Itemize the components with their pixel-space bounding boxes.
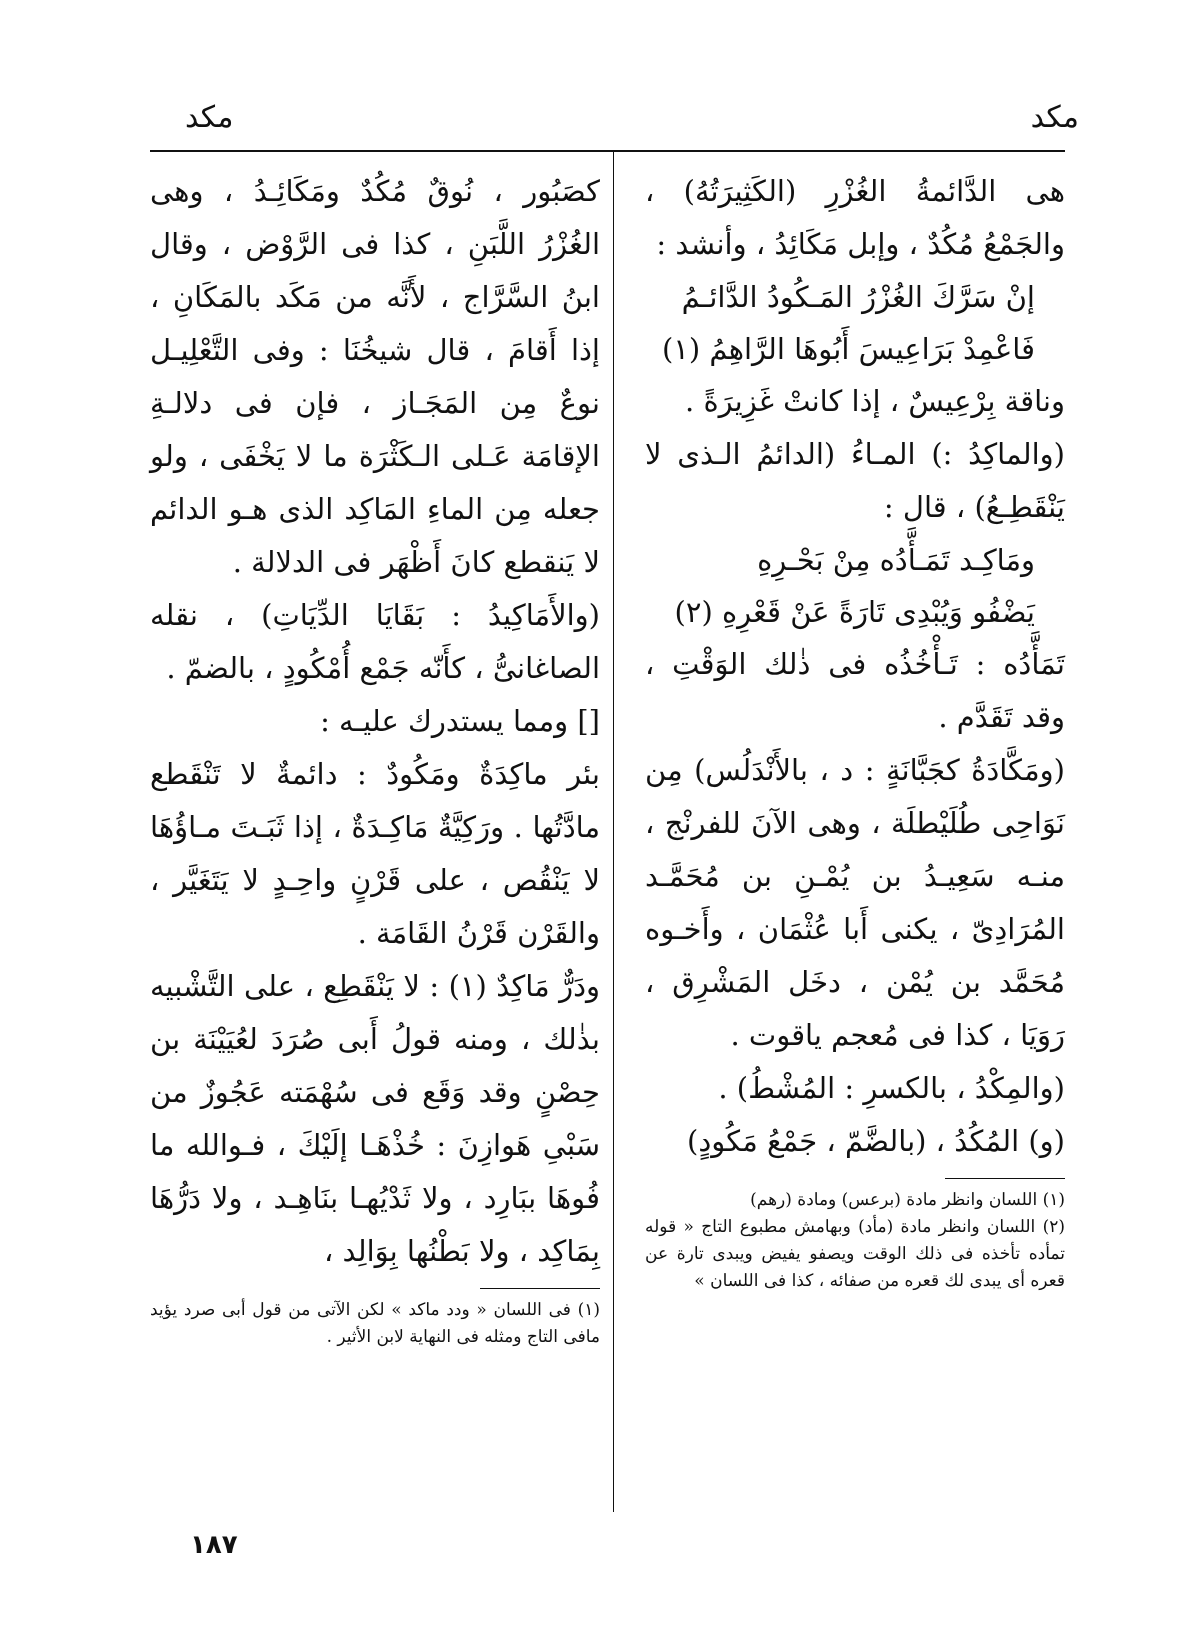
footnote: (١) فى اللسان « ودد ماكد » لكن الآتى من قول أبى صرد يؤيد مافى التاج ومثله فى النهاية لابن الأثير . (150, 1300, 600, 1347)
right-column-body (645, 165, 1065, 1168)
footnote: (٢) اللسان وانظر مادة (مأد) وبهامش مطبوع التاج « قوله تمأده تأخذه فى ذلك الوقت ويصفو يفيض ويبدى تارة عن قعره أى يبدى لك قعره من صفائه ، كذا فى اللسان » (645, 1217, 1065, 1291)
paragraph: (والأَمَاكِيدُ : بَقَايَا الدِّيَاتِ) ، نقله الصاغانىُّ ، كأَنّه جَمْع أُمْكُودٍ ، بالضمّ . (150, 598, 600, 685)
footnote-rule (480, 1288, 600, 1289)
running-head-left: مكد (185, 100, 234, 135)
right-footnotes (645, 1187, 1065, 1295)
footnote: (١) اللسان وانظر مادة (برعس) ومادة (رهم) (750, 1190, 1065, 1210)
verse-line: فَاعْمِدْ بَرَاعِيسَ أَبُوهَا الرَّاهِمُ (١) (661, 332, 1035, 366)
paragraph: وناقة بِرْعِيسٌ ، إذا كانتْ غَزِيرَةً . (685, 384, 1065, 418)
paragraph: تَمَأَّدُه : تَـأْخُذُه فى ذٰلك الوَقْتِ ، وقد تَقَدَّم . (645, 647, 1065, 734)
left-footnotes (150, 1297, 600, 1351)
paragraph: [] ومما يستدرك عليـه : (320, 704, 600, 738)
right-column (645, 165, 1065, 1295)
paragraph: (والماكِدُ :) المـاءُ (الدائمُ الـذى لا يَنْقَطِـعُ) ، قال : (645, 437, 1065, 524)
verse-line: إنْ سَرَّكَ الغُزْرُ المَـكُودُ الدَّائـمُ (681, 280, 1035, 314)
left-column (150, 165, 600, 1351)
footnote-rule (945, 1178, 1065, 1179)
header-rule (150, 150, 1065, 152)
paragraph: هى الدَّائمةُ الغُزْرِ (الكَثِيرَتُهُ) ، والجَمْعُ مُكُدٌ ، وإبل مَكَائِدُ ، وأنشد : (645, 174, 1065, 261)
column-divider (613, 152, 614, 1512)
left-column-body (150, 165, 600, 1278)
verse-line: يَضْفُو وَيُبْدِى تَارَةً عَنْ قَعْرِهِ (٢) (674, 595, 1035, 629)
paragraph: كصَبُور ، نُوقٌ مُكُدٌ ومَكَائِـدُ ، وهى الغُزْرُ اللَّبَنِ ، كذا فى الرَّوْض ، وقال ابنُ السَّرَّاج ، لأَنَّه من مَكَد بالمَكَانِ ، إذا أَقامَ ، قال شيخُنَا : وفى التَّعْلِيـل نوعٌ مِن المَجَـاز ، فإن فى دلالـةِ الإقامَة عَـلى الـكَثْرَة ما لا يَخْفَى ، ولو جعله مِن الماءِ المَاكِد الذى هـو الدائم لا يَنقطع كانَ أَظْهَر فى الدلالة . (150, 174, 600, 579)
paragraph: بئر ماكِدَةٌ ومَكُودٌ : دائمةٌ لا تَنْقَطع مادَّتُها . ورَكِيَّةٌ مَاكِـدَةٌ ، إذا ثَبَـتَ مـاؤُهَا لا يَنْقُص ، على قَرْنٍ واحِـدٍ لا يَتَغَيَّر ، والقَرْن قَرْنُ القَامَة . (150, 757, 600, 950)
running-head-right: مكد (1030, 100, 1079, 135)
paragraph: ودَرٌّ مَاكِدٌ (١) : لا يَنْقَطِع ، على التَّشْبيه بذٰلك ، ومنه قولُ أَبى صُرَدَ لعُيَيْنَة بن حِصْنٍ وقد وَقَع فى سُهْمَته عَجُوزٌ من سَبْىِ هَوازِنَ : خُذْهَـا إلَيْكَ ، فـوالله ما فُوهَا ببَارِد ، ولا ثَدْيُهـا بنَاهِـد ، ولا دَرُّهَا بِمَاكِد ، ولا بَطْنُها بِوَالِد ، (150, 969, 600, 1268)
verse-line: ومَاكِـد تَمَـأَّدُه مِنْ بَحْـرِهِ (757, 543, 1035, 577)
paragraph: (و) المُكُدُ ، (بالضَّمّ ، جَمْعُ مَكُودٍ) (687, 1124, 1065, 1158)
page-number: ١٨٧ (190, 1530, 238, 1560)
paragraph: (ومَكَّادَةُ كجَبَّانَةٍ : د ، بالأَنْدَلُس) مِن نَوَاحِى طُلَيْطلَة ، وهى الآنَ للفرنْج ، منـه سَعِيـدُ بن يُمْـنِ بن مُحَمَّـد المُرَادِىّ ، يكنى أَبا عُثْمَان ، وأَخـوه مُحَمَّد بن يُمْن ، دخَل المَشْرِق ، رَوَيَا ، كذا فى مُعجم ياقوت . (645, 753, 1065, 1052)
paragraph: (والمِكْدُ ، بالكسرِ : المُشْطُ) . (718, 1071, 1065, 1105)
